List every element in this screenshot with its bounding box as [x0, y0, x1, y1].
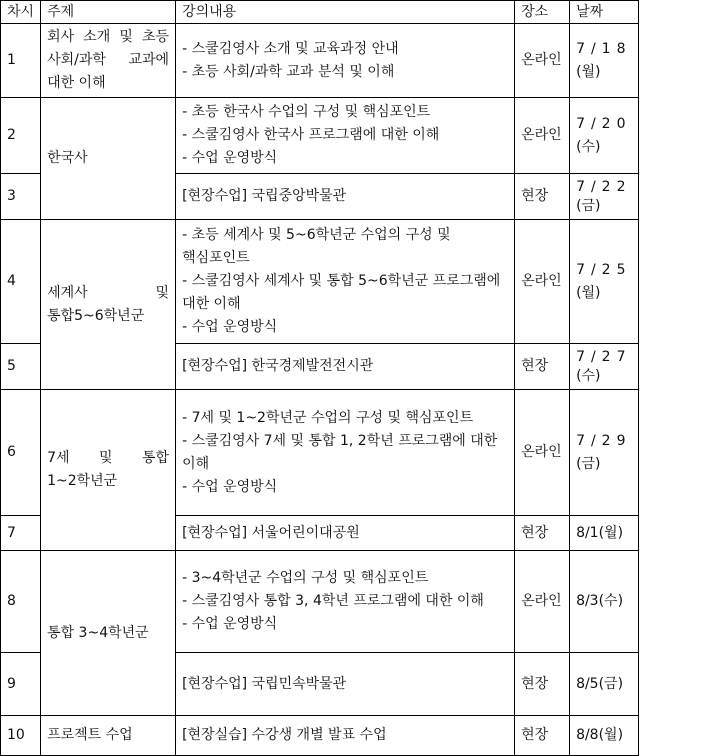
day-value: (월) — [576, 284, 601, 301]
content-line: - 스쿨김영사 통합 3, 4학년 프로그램에 대한 이해 — [182, 593, 484, 609]
content-line: - 수업 운영방식 — [182, 478, 278, 495]
content-line: - 초등 사회/과학 교과 분석 및 이해 — [182, 63, 395, 80]
content-cell — [176, 516, 515, 551]
place-cell: 온라인 — [515, 551, 570, 653]
day-value: (월) — [576, 63, 601, 80]
content-line: [현장수업] 국립민속박물관 — [182, 675, 347, 692]
session-number: 2 — [1, 98, 41, 174]
date-value: 7/22 — [576, 178, 632, 195]
header-session: 차시 — [1, 1, 41, 24]
date-value: 7/29 — [576, 432, 632, 449]
content-line: [현장수업] 한국경제발전전시관 — [182, 358, 374, 374]
table-row — [1, 551, 639, 653]
content-cell — [176, 220, 515, 344]
place-cell: 온라인 — [515, 24, 570, 98]
place-cell: 현장 — [515, 174, 570, 220]
date-cell — [570, 220, 638, 344]
table-row — [1, 24, 639, 98]
day-value: (금) — [576, 197, 601, 214]
date-value: 8/8(월) — [576, 727, 624, 743]
place-cell: 현장 — [515, 716, 570, 756]
content-line: - 7세 및 1~2학년군 수업의 구성 및 핵심포인트 — [182, 409, 474, 426]
topic-cell: 7세 및 통합 1~2학년군 — [41, 390, 176, 551]
session-number: 6 — [1, 390, 41, 516]
session-number: 3 — [1, 174, 41, 220]
content-cell — [176, 174, 515, 220]
session-number: 8 — [1, 551, 41, 653]
content-cell — [176, 98, 515, 174]
session-number: 1 — [1, 24, 41, 98]
content-line: [현장실습] 수강생 개별 발표 수업 — [182, 727, 387, 743]
content-line: - 초등 한국사 수업의 구성 및 핵심포인트 — [182, 104, 431, 120]
date-value: 7/20 — [576, 115, 632, 132]
session-number: 4 — [1, 220, 41, 344]
date-cell — [570, 98, 638, 174]
content-cell — [176, 551, 515, 653]
content-cell — [176, 390, 515, 516]
content-line: - 스쿨김영사 소개 및 교육과정 안내 — [182, 40, 399, 57]
date-cell — [570, 551, 638, 653]
date-cell — [570, 516, 638, 551]
place-cell: 현장 — [515, 516, 570, 551]
topic-cell: 한국사 — [41, 98, 176, 220]
day-value: (수) — [576, 138, 601, 155]
place-cell: 온라인 — [515, 390, 570, 516]
content-line: - 초등 세계사 및 5~6학년군 수업의 구성 및 핵심포인트 — [182, 227, 451, 266]
header-row — [1, 1, 639, 24]
date-value: 8/5(금) — [576, 675, 624, 692]
date-cell — [570, 390, 638, 516]
content-cell — [176, 24, 515, 98]
session-number: 9 — [1, 653, 41, 716]
content-line: - 스쿨김영사 세계사 및 통합 5~6학년군 프로그램에 대한 이해 — [182, 273, 501, 312]
content-line: - 수업 운영방식 — [182, 616, 278, 632]
date-value: 8/1(월) — [576, 524, 624, 541]
topic-cell: 회사 소개 및 초등 사회/과학 교과에 대한 이해 — [41, 24, 176, 98]
header-place: 장소 — [515, 1, 570, 24]
header-content: 강의내용 — [176, 1, 515, 24]
content-line: - 스쿨김영사 한국사 프로그램에 대한 이해 — [182, 127, 440, 143]
day-value: (금) — [576, 455, 601, 472]
table-row — [1, 220, 639, 344]
content-line: [현장수업] 서울어린이대공원 — [182, 524, 360, 541]
topic-cell: 통합 3~4학년군 — [41, 551, 176, 716]
table-row — [1, 390, 639, 516]
date-cell — [570, 174, 638, 220]
day-value: (수) — [576, 367, 601, 384]
place-cell: 온라인 — [515, 220, 570, 344]
session-number: 5 — [1, 344, 41, 390]
date-cell — [570, 24, 638, 98]
date-cell — [570, 653, 638, 716]
date-value: 7/18 — [576, 40, 632, 57]
content-line: - 수업 운영방식 — [182, 150, 278, 166]
header-topic: 주제 — [41, 1, 176, 24]
content-line: - 스쿨김영사 7세 및 통합 1, 2학년 프로그램에 대한 이해 — [182, 432, 498, 472]
topic-cell: 프로젝트 수업 — [41, 716, 176, 756]
date-cell — [570, 344, 638, 390]
content-cell — [176, 653, 515, 716]
date-value: 7/27 — [576, 348, 632, 365]
session-number: 10 — [1, 716, 41, 756]
header-date: 날짜 — [570, 1, 638, 24]
table-row — [1, 98, 639, 174]
date-value: 7/25 — [576, 261, 632, 278]
content-cell — [176, 344, 515, 390]
place-cell: 온라인 — [515, 98, 570, 174]
date-value: 8/3(수) — [576, 593, 624, 609]
content-line: [현장수업] 국립중앙박물관 — [182, 188, 347, 204]
session-number: 7 — [1, 516, 41, 551]
place-cell: 현장 — [515, 344, 570, 390]
place-cell: 현장 — [515, 653, 570, 716]
topic-cell: 세계사 및 통합5~6학년군 — [41, 220, 176, 390]
content-line: - 3~4학년군 수업의 구성 및 핵심포인트 — [182, 570, 429, 586]
content-line: - 수업 운영방식 — [182, 319, 278, 335]
